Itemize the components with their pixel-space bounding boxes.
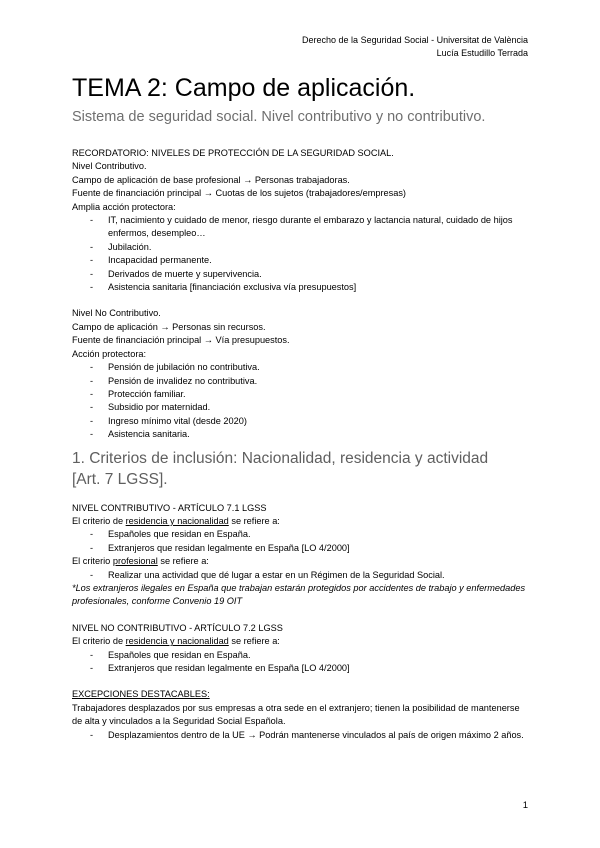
list-item: - Pensión de invalidez no contributiva. [72, 375, 530, 388]
header-author: Lucía Estudillo Terrada [436, 48, 528, 58]
list-item: - Asistencia sanitaria. [72, 428, 530, 441]
no-contributivo-fuente: Fuente de financiación principal → Vía presupuestos. [72, 335, 290, 346]
criterio-prefix: El criterio de [72, 515, 126, 526]
list-item: - Ingreso mínimo vital (desde 2020) [72, 415, 530, 428]
list-item: - Españoles que residan en España. [72, 528, 530, 541]
criterio-suffix: se refiere a: [228, 636, 280, 647]
contributivo-accion: Amplia acción protectora: [72, 201, 176, 212]
no-contributivo-campo: Campo de aplicación → Personas sin recursos. [72, 321, 266, 332]
header-course: Derecho de la Seguridad Social - Universitat de València [302, 35, 528, 45]
criterio-suffix: se refiere a: [157, 556, 209, 567]
criterio-underlined: residencia y nacionalidad [125, 636, 229, 647]
extranjeros-note: *Los extranjeros ilegales en España que trabajan estarán protegidos por accidentes de trabajo y enfermedades profesionales, conforme Convenio 19 OIT [72, 582, 526, 607]
criterio-residencia-nc [72, 635, 530, 648]
criterio-prefix: El criterio [72, 556, 113, 567]
contributivo-campo: Campo de aplicación de base profesional → Personas trabajadoras. [72, 174, 350, 185]
list-item: - Desplazamientos dentro de la UE → Podrán mantenerse vinculados al país de origen máximo 2 años. [72, 729, 530, 742]
contributivo-fuente: Fuente de financiación principal → Cuotas de los sujetos (trabajadores/empresas) [72, 188, 406, 199]
criterio-prefix: El criterio de [72, 636, 126, 647]
list-item: - Extranjeros que residan legalmente en España [LO 4/2000] [72, 662, 530, 675]
no-contributivo-list [72, 361, 530, 441]
list-item: - Protección familiar. [72, 388, 530, 401]
criterio-residencia [72, 515, 530, 528]
list-item: - Pensión de jubilación no contributiva. [72, 361, 530, 374]
list-item: - Realizar una actividad que dé lugar a estar en un Régimen de la Seguridad Social. [72, 569, 530, 582]
list-item: - Extranjeros que residan legalmente en España [LO 4/2000] [72, 542, 530, 555]
excepciones-text: Trabajadores desplazados por sus empresas a otra sede en el extranjero; tienen la posibilidad de mantenerse de alta y vinculados a la Seguridad Social Española. [72, 702, 520, 727]
recordatorio-heading: RECORDATORIO: NIVELES DE PROTECCIÓN DE LA SEGURIDAD SOCIAL. [72, 148, 394, 158]
list-item: - Jubilación. [72, 241, 530, 254]
page-number: 1 [522, 800, 528, 811]
list-item: - Españoles que residan en España. [72, 649, 530, 662]
excepciones-heading: EXCEPCIONES DESTACABLES: [72, 689, 210, 700]
list-item: - Subsidio por maternidad. [72, 401, 530, 414]
document-title: TEMA 2: Campo de aplicación. [72, 74, 416, 102]
no-contributivo-accion: Acción protectora: [72, 348, 147, 359]
contributivo-list [72, 214, 530, 294]
list-item: - Incapacidad permanente. [72, 254, 530, 267]
criterio-residencia-nc-list [72, 649, 530, 676]
criterio-underlined: residencia y nacionalidad [125, 515, 229, 526]
nivel-contributivo-heading: NIVEL CONTRIBUTIVO - ARTÍCULO 7.1 LGSS [72, 502, 267, 513]
section-1-heading-line2: [Art. 7 LGSS]. [72, 470, 168, 488]
page-header [302, 34, 528, 60]
excepciones-list [72, 729, 530, 742]
section-1-heading [72, 448, 530, 490]
document-subtitle: Sistema de seguridad social. Nivel contributivo y no contributivo. [72, 109, 486, 125]
section-1-heading-line1: 1. Criterios de inclusión: Nacionalidad, residencia y actividad [72, 449, 489, 467]
criterio-suffix: se refiere a: [228, 515, 280, 526]
document-body [72, 147, 530, 742]
list-item: - IT, nacimiento y cuidado de menor, riesgo durante el embarazo y lactancia natural, cuidado de hijos enfermos, desempleo… [72, 214, 530, 241]
list-item: - Asistencia sanitaria [financiación exclusiva vía presupuestos] [72, 281, 530, 294]
criterio-profesional [72, 555, 530, 568]
criterio-residencia-list [72, 528, 530, 555]
contributivo-title: Nivel Contributivo. [72, 161, 147, 172]
nivel-no-contributivo-heading: NIVEL NO CONTRIBUTIVO - ARTÍCULO 7.2 LGSS [72, 622, 283, 633]
criterio-profesional-list [72, 569, 530, 582]
criterio-underlined: profesional [112, 556, 158, 567]
no-contributivo-title: Nivel No Contributivo. [72, 308, 161, 319]
list-item: - Derivados de muerte y supervivencia. [72, 268, 530, 281]
